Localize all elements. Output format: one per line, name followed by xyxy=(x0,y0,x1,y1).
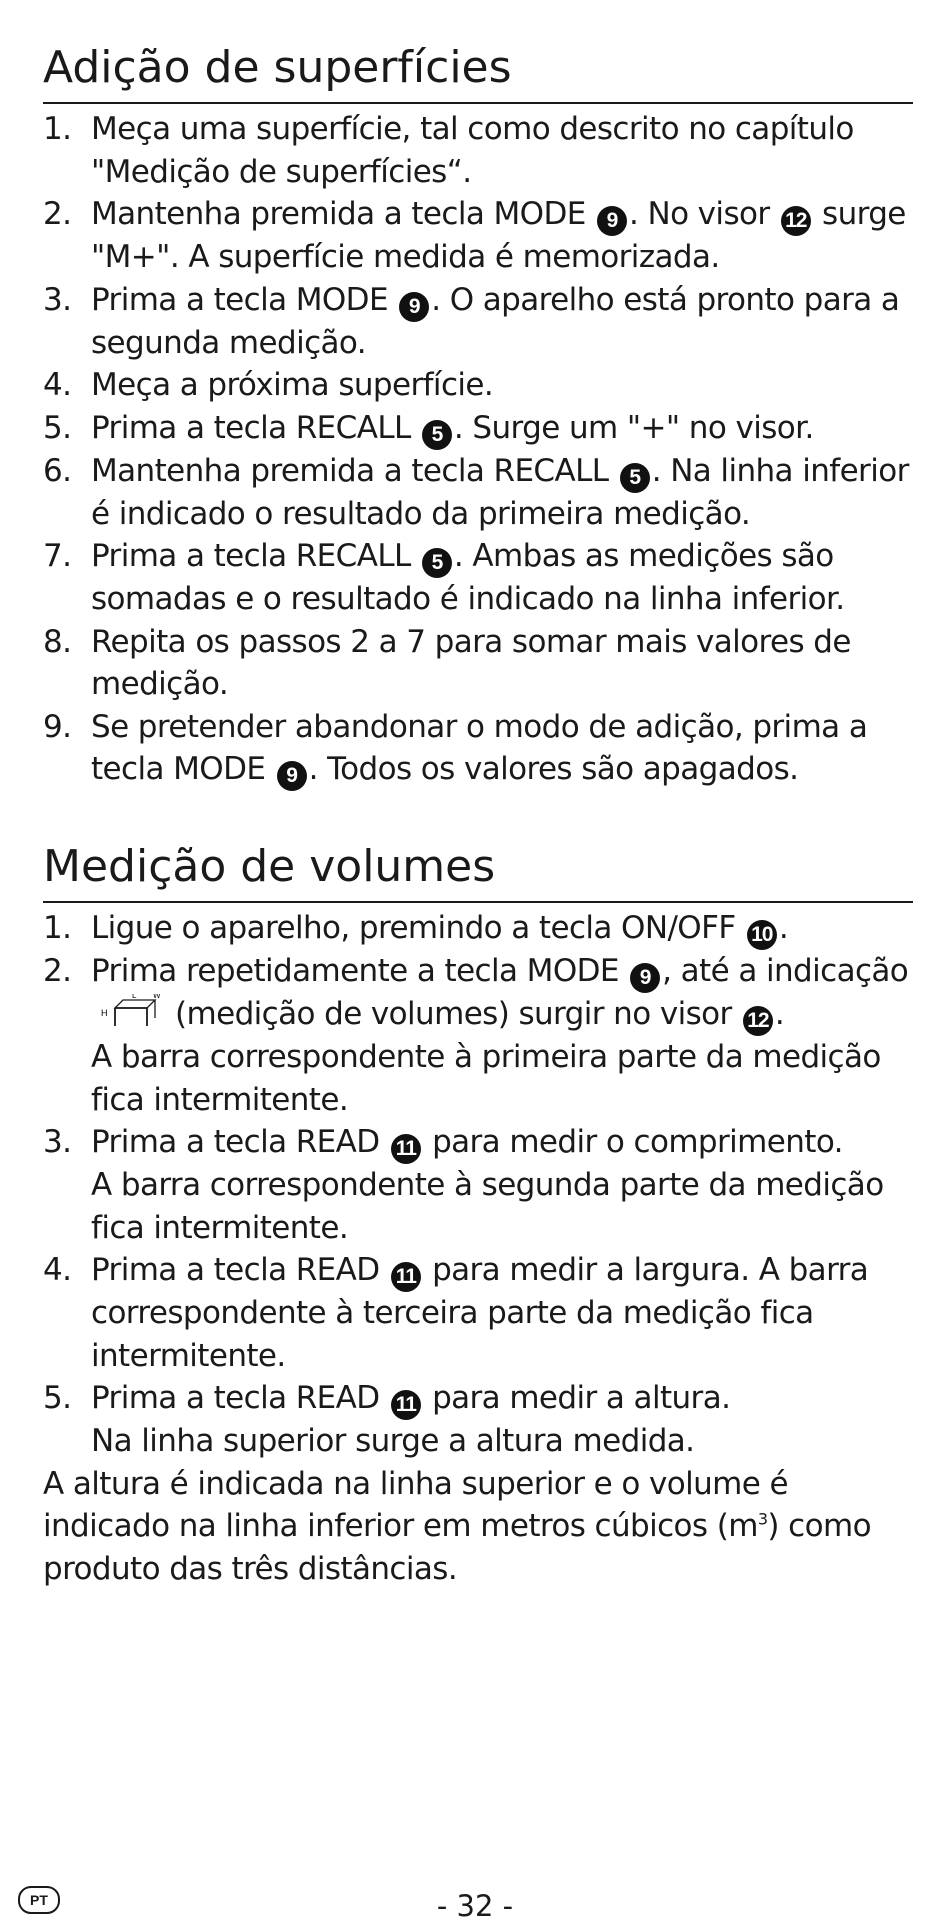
step-item xyxy=(43,907,913,950)
step-text: Prima a tecla READ xyxy=(91,1380,389,1416)
step-number: 4. xyxy=(43,367,72,403)
step-text: Meça a próxima superfície. xyxy=(91,367,494,403)
step-text: . Surge um "+" no visor. xyxy=(453,409,814,446)
step-text: Prima a tecla RECALL xyxy=(91,538,420,574)
cubic-superscript: 3 xyxy=(757,1509,768,1529)
step-number: 6. xyxy=(43,452,72,489)
step-text: . No visor xyxy=(628,196,779,232)
icon-label-w: W xyxy=(153,994,160,1000)
step-text: Na linha superior surge a altura medida. xyxy=(91,1423,695,1459)
key-reference-badge: 9 xyxy=(597,206,627,236)
step-text: para medir a largura. A barra correspondente à terceira parte da medição fica intermitente. xyxy=(91,1252,878,1374)
step-text: Prima a tecla MODE xyxy=(91,281,398,318)
step-item xyxy=(43,621,913,706)
step-number: 2. xyxy=(43,953,72,989)
key-reference-badge: 11 xyxy=(391,1134,421,1164)
step-item xyxy=(43,364,913,407)
step-number: 3. xyxy=(43,281,72,318)
closing-text-start: A altura é indicada na linha superior e o volume é indicado na linha inferior em metros cúbicos (m xyxy=(43,1465,788,1544)
title-underline xyxy=(43,901,913,903)
step-text: . Todos os valores são apagados. xyxy=(308,751,799,787)
step-text: . xyxy=(778,910,789,946)
step-text: para medir a altura. xyxy=(422,1380,731,1416)
step-text: . Na linha inferior é indicado o resultado da primeira medição. xyxy=(91,452,918,532)
step-text: surge "M+". A superfície medida é memorizada. xyxy=(91,196,916,275)
step-item xyxy=(43,535,913,621)
step-text: . xyxy=(774,996,785,1032)
step-item xyxy=(43,1249,913,1377)
step-text: A barra correspondente à primeira parte da medição fica intermitente. xyxy=(91,1039,891,1118)
title-underline xyxy=(43,102,913,104)
section-title-surface-addition: Adição de superfícies xyxy=(43,42,512,93)
closing-text-end: ) como produto das três distâncias. xyxy=(43,1508,871,1587)
key-reference-badge: 9 xyxy=(399,292,429,322)
step-number: 1. xyxy=(43,111,72,147)
step-item xyxy=(43,193,916,279)
step-item xyxy=(43,1121,913,1249)
key-reference-badge: 9 xyxy=(277,761,307,791)
key-reference-badge: 12 xyxy=(781,206,811,236)
step-text: Prima a tecla RECALL xyxy=(91,409,420,446)
language-badge: PT xyxy=(18,1886,60,1914)
key-reference-badge: 5 xyxy=(422,420,452,450)
key-reference-badge: 5 xyxy=(620,463,650,493)
step-text: , até a indicação xyxy=(662,953,909,989)
step-number: 2. xyxy=(43,196,72,232)
step-item xyxy=(43,108,913,193)
step-number: 5. xyxy=(43,409,72,446)
icon-label-l: L xyxy=(132,994,136,1000)
step-item xyxy=(43,450,918,536)
step-text: A barra correspondente à segunda parte da medição fica intermitente. xyxy=(91,1167,893,1246)
step-text: Mantenha premida a tecla RECALL xyxy=(91,452,618,489)
step-number: 9. xyxy=(43,708,72,745)
step-text: Se pretender abandonar o modo de adição, prima a tecla MODE xyxy=(91,708,877,787)
step-item xyxy=(43,950,913,1121)
step-item xyxy=(43,407,913,450)
step-text: Prima a tecla READ xyxy=(91,1124,389,1160)
key-reference-badge: 9 xyxy=(630,963,660,993)
page-number: - 32 - xyxy=(436,1889,514,1923)
step-text: Prima a tecla READ xyxy=(91,1252,389,1288)
key-reference-badge: 10 xyxy=(747,920,777,950)
step-item xyxy=(43,279,913,365)
section-title-volume-measurement: Medição de volumes xyxy=(43,841,496,892)
volume-mode-icon xyxy=(91,996,175,1032)
icon-label-h: H xyxy=(101,1008,107,1018)
step-number: 1. xyxy=(43,910,72,946)
step-text: Mantenha premida a tecla MODE xyxy=(91,196,595,232)
step-item xyxy=(43,706,913,792)
step-text: . O aparelho está pronto para a segunda medição. xyxy=(91,281,909,361)
step-text: Meça uma superfície, tal como descrito no capítulo "Medição de superfícies“. xyxy=(91,111,864,190)
step-text: para medir o comprimento. xyxy=(422,1124,843,1160)
key-reference-badge: 12 xyxy=(743,1006,773,1036)
step-text: Prima repetidamente a tecla MODE xyxy=(91,953,629,989)
step-number: 7. xyxy=(43,538,72,574)
surface-addition-steps xyxy=(43,108,918,791)
step-text: Repita os passos 2 a 7 para somar mais valores de medição. xyxy=(91,623,861,702)
step-text: . Ambas as medições são somadas e o resultado é indicado na linha inferior. xyxy=(91,538,845,617)
key-reference-badge: 11 xyxy=(391,1390,421,1420)
step-item xyxy=(43,1377,913,1463)
manual-page xyxy=(43,40,918,1590)
step-text: Ligue o aparelho, premindo a tecla ON/OFF xyxy=(91,910,745,946)
volume-measurement-steps xyxy=(43,907,913,1463)
step-number: 4. xyxy=(43,1252,72,1288)
step-number: 3. xyxy=(43,1124,72,1160)
key-reference-badge: 5 xyxy=(422,548,452,578)
step-number: 8. xyxy=(43,623,72,660)
step-number: 5. xyxy=(43,1380,72,1416)
section-spacer xyxy=(43,791,913,839)
step-text: (medição de volumes) surgir no visor xyxy=(175,996,741,1032)
key-reference-badge: 11 xyxy=(391,1262,421,1292)
closing-paragraph xyxy=(43,1463,913,1591)
